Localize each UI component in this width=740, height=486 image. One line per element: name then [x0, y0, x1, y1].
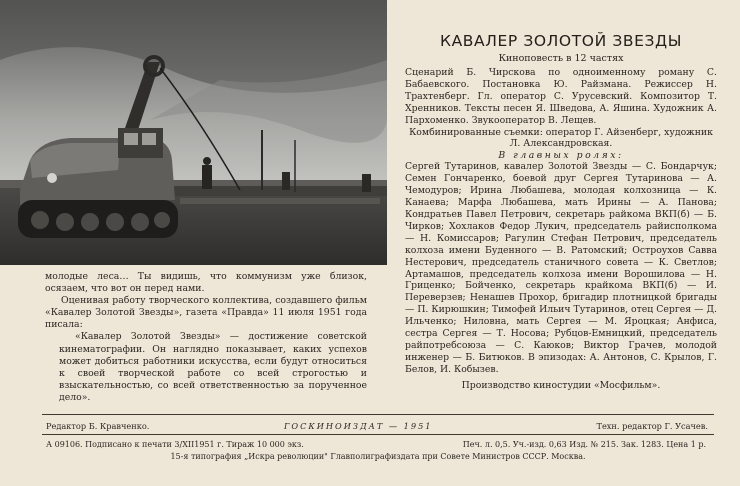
tractor-photo: [0, 0, 387, 265]
cast-list: Сергей Тутаринов, кавалер Золотой Звезды — С. Бондарчук; Семен Гончаренко, боевой друг Сергея Тутаринова — А. Чемодуров; Ирина Любашева, молодая колхозница — К. Канаева; Марфа Любашева, мать Ирины — А. Панова; Кондратьев Павел Петрович, секретарь райкома ВКП(б) — Б. Чирков; Хохлаков Федор Лукич, председатель райисполкома — Н. Комиссаров; Рагулин Стефан Петрович, председатель колхоза имени Буденного — В. Ратомский; Остроухов Савва Нестерович, председатель станичного совета — К. Светлов; Артамашов, председатель колхоза имени Ворошилова — Н. Гриценко; Бойченко, секретарь крайкома ВКП(б) — И. Переверзев; Ненашев Прохор, бригадир плотницкой бригады — П. Кирюшкин; Тимофей Ильич Тутаринов, отец Сергея — Д. Ильченко; Ниловна, мать Сергея — М. Яроцкая; Анфиса, сестра Сергея — Т. Носова; Рубцов-Емницкий, председатель райпотребсоюза — С. Каюков; Виктор Грачев, молодой инженер — Б. Битюков. В эпизодах: А. Антонов, С. Крылов, Г. Белов, И. Кобызев.: [405, 161, 717, 375]
imprint-right: Печ. л. 0,5. Уч.-изд. 0,63 Изд. № 215. Зак. 1283. Цена 1 р.: [462, 440, 706, 449]
special-effects-credits: Комбинированные съемки: оператор Г. Айзенберг, художник Л. Александровская.: [409, 126, 713, 150]
left-paragraph-2: Оценивая работу творческого коллектива, создавшего фильм «Кавалер Золотой Звезды», газета «Правда» 11 июля 1951 года писала:: [45, 295, 367, 331]
left-column-text: [45, 271, 367, 404]
pravda-quote: «Кавалер Золотой Звезды» — достижение советской кинематографии. Он наглядно показывает, каких успехов может добиться работники искусства, если будут относиться к своей творческой работе со всей строгостью и взыскательностью, со всей ответственностью за порученное дело».: [59, 331, 367, 403]
cast-heading: В главных ролях:: [498, 150, 624, 162]
tractor-photo-illustration: [0, 0, 387, 265]
film-title: КАВАЛЕР ЗОЛОТОЙ ЗВЕЗДЫ: [439, 32, 683, 50]
credits-text: Сценарий Б. Чирскова по одноименному роману С. Бабаевского. Постановка Ю. Райзмана. Режиссер Н. Трахтенберг. Гл. оператор С. Урусевский. Композитор Т. Хренников. Тексты песен Я. Шведова, А. Яшина. Художник А. Пархоменко. Звукооператор В. Лещев.: [405, 67, 717, 126]
left-paragraph-1: молодые леса… Ты видишь, что коммунизм уже близок, осязаем, что вот он перед нами.: [45, 271, 367, 295]
editor-credit: Редактор Б. Кравченко.: [46, 421, 150, 431]
printer-line: 15-я типография „Искра революции" Главполиграфиздата при Совете Министров СССР. Москва.: [170, 452, 586, 461]
footer-top-rule: [42, 414, 714, 415]
imprint-left: А 09106. Подписано к печати 3/XII1951 г. Тираж 10 000 экз.: [46, 440, 304, 449]
producer-line: Производство киностудии «Мосфильм».: [461, 379, 661, 391]
publisher-name: ГОСКИНОИЗДАТ — 1951: [284, 421, 433, 431]
film-credits-column: [405, 32, 717, 391]
footer-bottom-rule: [42, 434, 714, 435]
film-subtitle: Киноповесть в 12 частях: [498, 53, 624, 64]
tech-editor-credit: Техн. редактор Г. Усачев.: [596, 421, 708, 431]
